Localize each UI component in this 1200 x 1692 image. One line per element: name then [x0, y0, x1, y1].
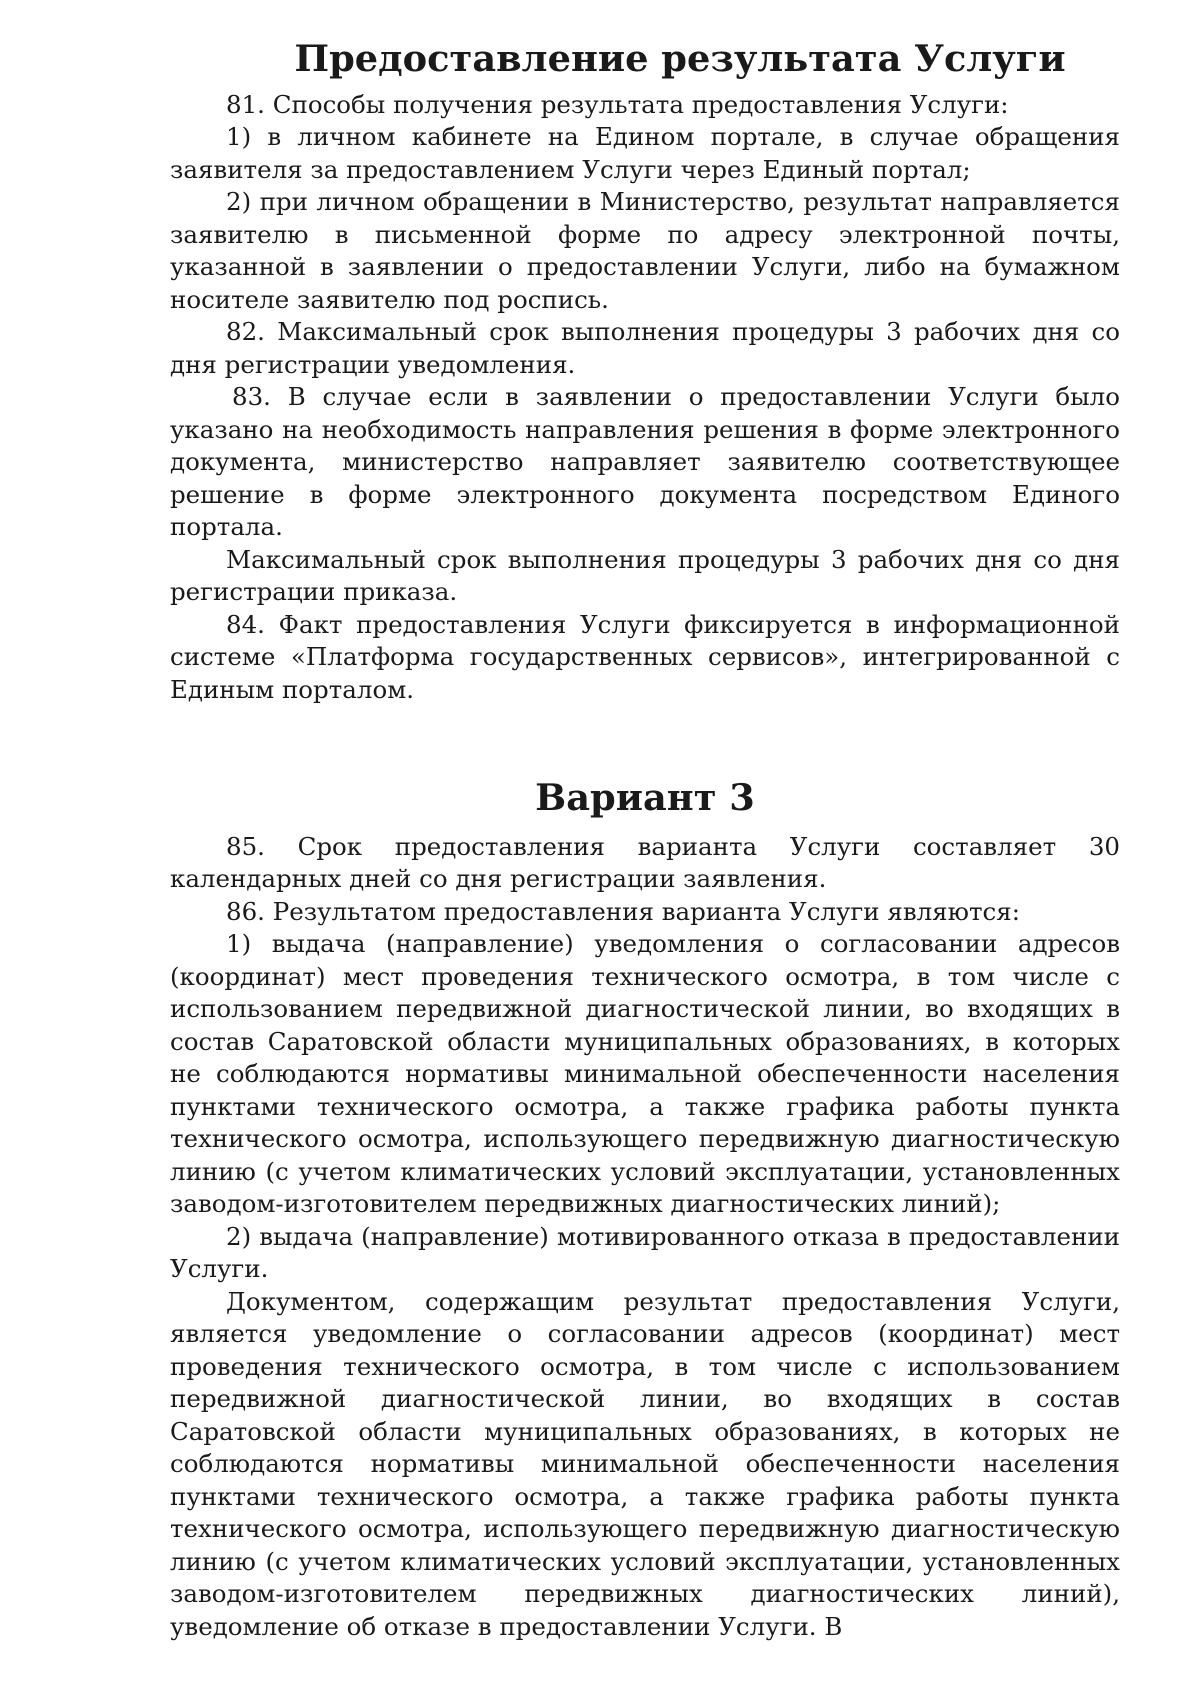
section-title-result: Предоставление результата Услуги [294, 36, 1066, 80]
paragraph-81-item-1: 1) в личном кабинете на Едином портале, в случае обращения заявителя за предоставлением Услуги через Единый портал; [170, 122, 1120, 184]
paragraph-81: 81. Способы получения результата предоставления Услуги: [226, 89, 1009, 119]
paragraph-82: 82. Максимальный срок выполнения процедуры 3 рабочих дня со дня регистрации уведомления. [170, 317, 1120, 379]
paragraph-84: 84. Факт предоставления Услуги фиксируется в информационной системе «Платформа государственных сервисов», интегрированной с Единым порталом. [170, 609, 1120, 704]
paragraph-85: 85. Срок предоставления варианта Услуги составляет 30 календарных дней со дня регистрации заявления. [170, 831, 1120, 893]
paragraph-81-item-2: 2) при личном обращении в Министерство, результат направляется заявителю в письменной форме по адресу электронной почты, указанной в заявлении о предоставлении Услуги, либо на бумажном носителе заявителю под роспись. [170, 187, 1120, 314]
paragraph-83: 83. В случае если в заявлении о предоставлении Услуги было указано на необходимость направления решения в форме электронного документа, министерство направляет заявителю соответствующее решение в форме электронного документа посредством Единого портала. [170, 382, 1120, 541]
paragraph-86-item-1: 1) выдача (направление) уведомления о согласовании адресов (координат) мест проведения технического осмотра, в том числе с использованием передвижной диагностической линии, во входящих в состав Саратовской области муниципальных образованиях, в которых не соблюдаются нормативы минимальной обеспеченности населения пунктами технического осмотра, а также графика работы пункта технического осмотра, использующего передвижную диагностическую линию (с учетом климатических условий эксплуатации, установленных заводом-изготовителем передвижных диагностических линий); [170, 929, 1120, 1218]
paragraph-86-item-2: 2) выдача (направление) мотивированного отказа в предоставлении Услуги. [170, 1221, 1120, 1283]
paragraph-result-document: Документом, содержащим результат предоставления Услуги, является уведомление о согласовании адресов (координат) мест проведения технического осмотра, в том числе с использованием передвижной диагностической линии, во входящих в состав Саратовской области муниципальных образованиях, в которых не соблюдаются нормативы минимальной обеспеченности населения пунктами технического осмотра, а также графика работы пункта технического осмотра, использующего передвижную диагностическую линию (с учетом климатических условий эксплуатации, установленных заводом-изготовителем передвижных диагностических линий), уведомление об отказе в предоставлении Услуги. В [170, 1286, 1120, 1641]
paragraph-86: 86. Результатом предоставления варианта Услуги являются: [226, 896, 1020, 926]
paragraph-83-term: Максимальный срок выполнения процедуры 3 рабочих дня со дня регистрации приказа. [170, 544, 1120, 606]
section-title-variant-3: Вариант 3 [535, 775, 755, 819]
document-page [170, 36, 1120, 1643]
